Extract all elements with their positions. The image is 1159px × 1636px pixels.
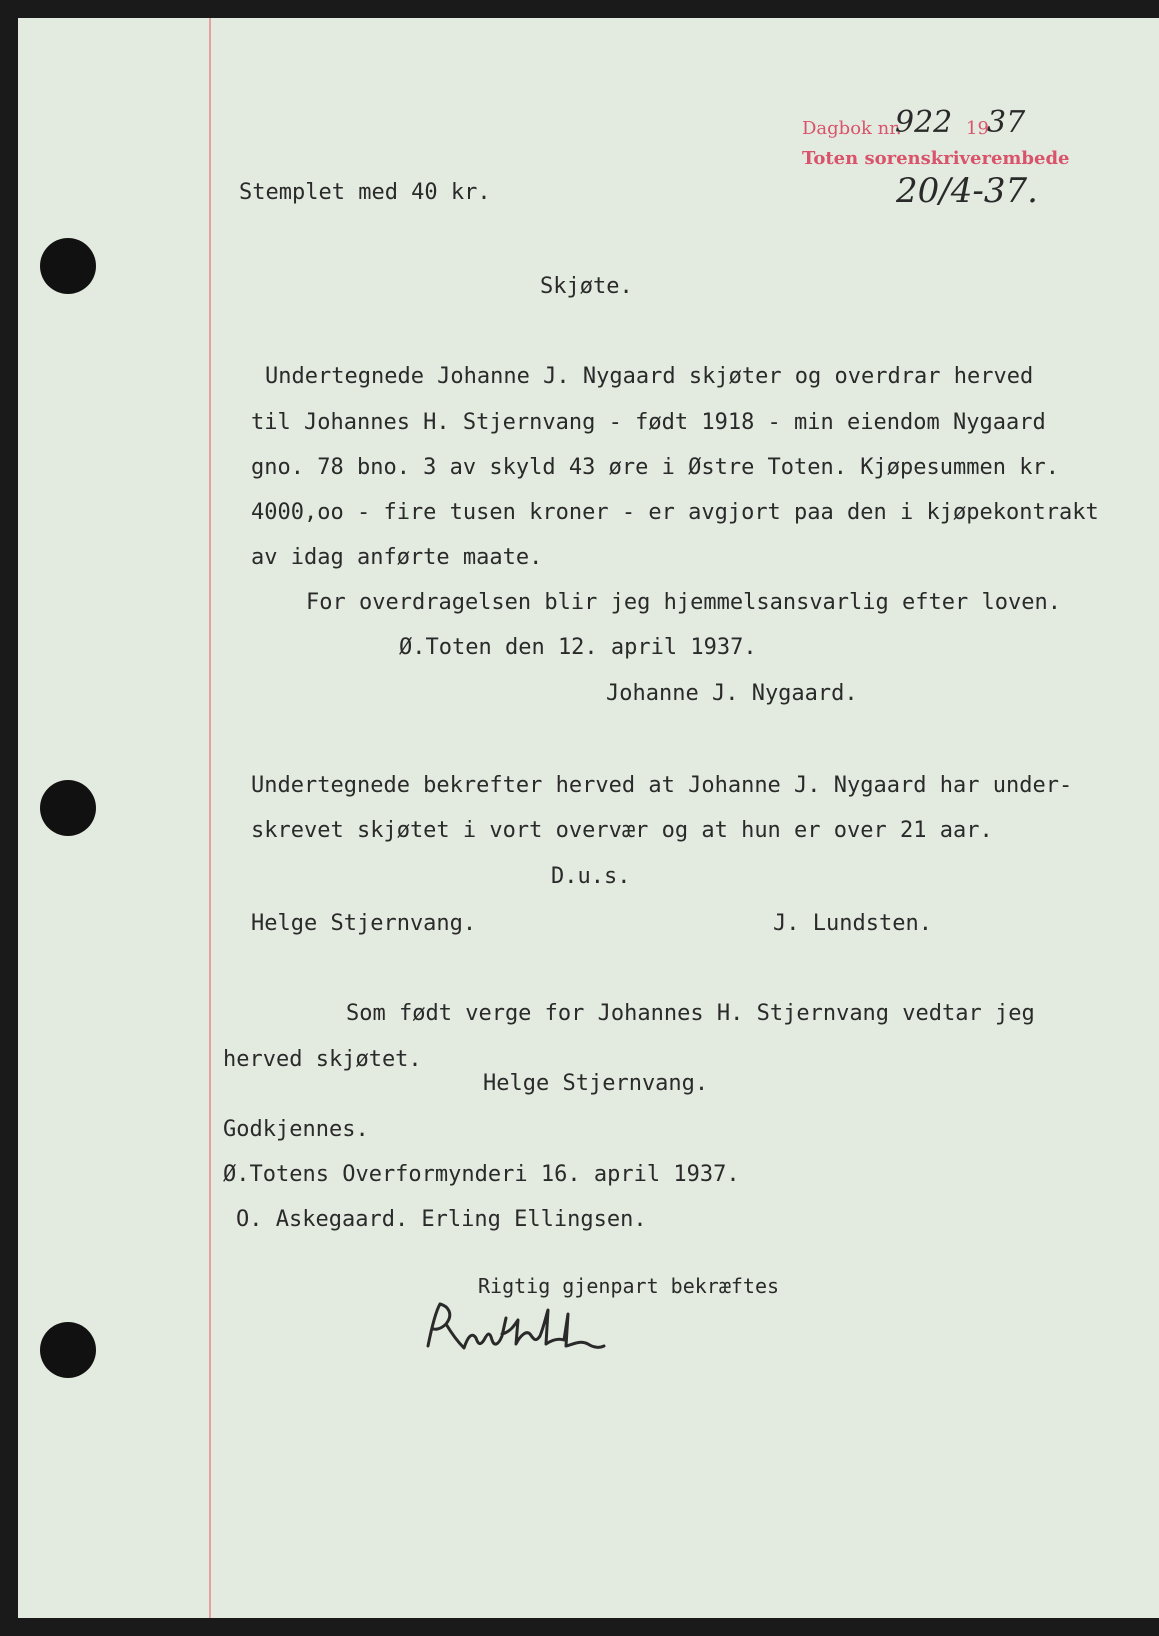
signer-name: Johanne J. Nygaard. (606, 681, 858, 706)
stamp-number: 922 (895, 105, 953, 140)
stamp-duty-line: Stemplet med 40 kr. (239, 180, 491, 205)
body-line: til Johannes H. Stjernvang - født 1918 - min eiendom Nygaard (251, 410, 1046, 435)
body-line: Undertegnede Johanne J. Nygaard skjøter og overdrar herved (265, 364, 1034, 389)
stamp-year-prefix: 19 (966, 118, 989, 139)
body-line: gno. 78 bno. 3 av skyld 43 øre i Østre Toten. Kjøpesummen kr. (251, 455, 1059, 480)
stamp-dagbok-label: Dagbok nr. (802, 118, 902, 139)
body-line: For overdragelsen blir jeg hjemmelsansvarlig efter loven. (306, 590, 1061, 615)
stamp-handwritten-date: 20/4-37. (896, 171, 1038, 211)
punch-hole (40, 238, 96, 294)
certified-line: Rigtig gjenpart bekræftes (478, 1274, 780, 1298)
witness-line: Undertegnede bekrefter herved at Johanne J. Nygaard har under- (251, 773, 1073, 798)
witness2-name: J. Lundsten. (773, 911, 932, 936)
stamp-dagbok (802, 120, 902, 138)
guardian-signature: Helge Stjernvang. (483, 1071, 709, 1096)
stamp-year: 37 (987, 105, 1026, 140)
approval-place-date: Ø.Totens Overformynderi 16. april 1937. (223, 1162, 740, 1187)
body-line: av idag anførte maate. (251, 545, 543, 570)
place-date: Ø.Toten den 12. april 1937. (399, 635, 757, 660)
guardian-line: herved skjøtet. (223, 1047, 422, 1072)
punch-hole (40, 1322, 96, 1378)
witness-line: skrevet skjøtet i vort overvær og at hun er over 21 aar. (251, 818, 993, 843)
stamp-office: Toten sorenskriverembede (802, 148, 1070, 169)
body-line: 4000,oo - fire tusen kroner - er avgjort paa den i kjøpekontrakt (251, 500, 1099, 525)
witness1-name: Helge Stjernvang. (251, 911, 477, 936)
guardian-line: Som født verge for Johannes H. Stjernvang vedtar jeg (346, 1001, 1035, 1026)
handwritten-signature (418, 1296, 618, 1366)
margin-line (209, 18, 211, 1618)
punch-hole (40, 780, 96, 836)
approval-signers: O. Askegaard. Erling Ellingsen. (236, 1207, 647, 1232)
document-title: Skjøte. (540, 274, 633, 299)
dus-line: D.u.s. (551, 864, 631, 889)
approved-line: Godkjennes. (223, 1117, 369, 1142)
